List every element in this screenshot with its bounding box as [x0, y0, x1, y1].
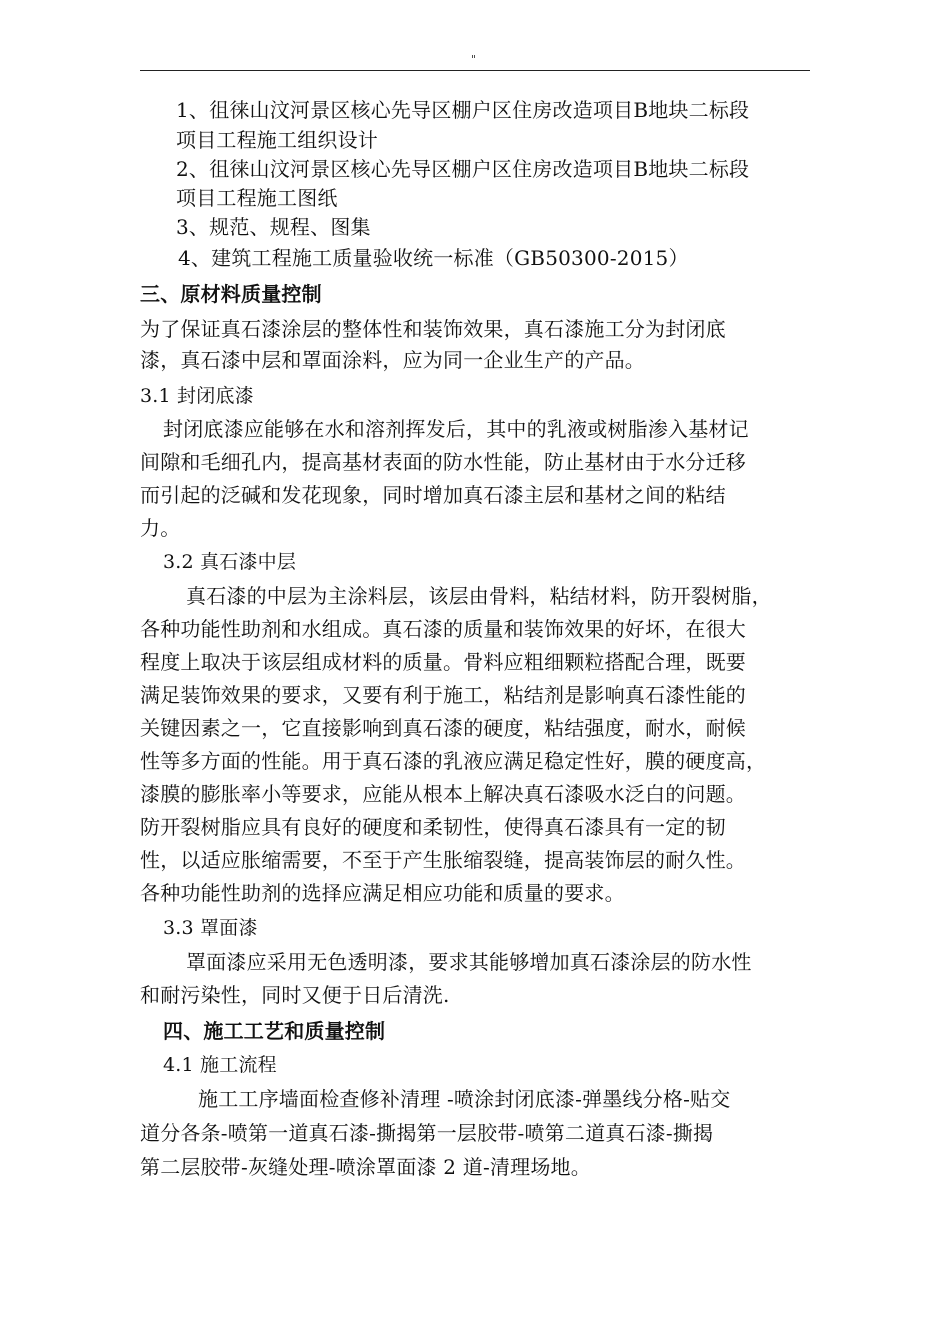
paragraph-line: 力。 — [140, 516, 181, 540]
subsection-heading-3-1: 3.1 封闭底漆 — [140, 385, 254, 407]
subsection-heading-3-3: 3.3 罩面漆 — [163, 917, 258, 939]
paragraph-line: 封闭底漆应能够在水和溶剂挥发后，其中的乳液或树脂渗入基材记 — [163, 417, 749, 441]
paragraph-line: 罩面漆应采用无色透明漆，要求其能够增加真石漆涂层的防水性 — [186, 950, 752, 974]
paragraph-line: 漆膜的膨胀率小等要求，应能从根本上解决真石漆吸水泛白的问题。 — [140, 782, 746, 806]
section-heading-4: 四、施工工艺和质量控制 — [163, 1019, 386, 1043]
paragraph-line: 各种功能性助剂的选择应满足相应功能和质量的要求。 — [140, 881, 625, 905]
paragraph-line: 性等多方面的性能。用于真石漆的乳液应满足稳定性好，膜的硬度高， — [140, 749, 767, 773]
header-rule — [140, 70, 810, 71]
reference-item-3: 3、规范、规程、图集 — [176, 215, 371, 239]
paragraph-line: 程度上取决于该层组成材料的质量。骨料应粗细颗粒搭配合理，既要 — [140, 650, 746, 674]
paragraph-line: 第二层胶带-灰缝处理-喷涂罩面漆 2 道-清理场地。 — [140, 1155, 591, 1179]
paragraph-line: 真石漆的中层为主涂料层，该层由骨料，粘结材料，防开裂树脂， — [186, 584, 772, 608]
reference-item-2-line-1: 2、徂徕山汶河景区核心先导区棚户区住房改造项目B地块二标段 — [176, 157, 750, 181]
reference-item-1-line-2: 项目工程施工组织设计 — [176, 128, 378, 152]
reference-item-2-line-2: 项目工程施工图纸 — [176, 186, 338, 210]
paragraph-line: 为了保证真石漆涂层的整体性和装饰效果，真石漆施工分为封闭底 — [140, 317, 726, 341]
paragraph-line: 各种功能性助剂和水组成。真石漆的质量和装饰效果的好坏，在很大 — [140, 617, 746, 641]
paragraph-line: 性，以适应胀缩需要，不至于产生胀缩裂缝，提高装饰层的耐久性。 — [140, 848, 746, 872]
paragraph-line: 防开裂树脂应具有良好的硬度和柔韧性，使得真石漆具有一定的韧 — [140, 815, 726, 839]
subsection-heading-3-2: 3.2 真石漆中层 — [163, 551, 297, 573]
subsection-heading-4-1: 4.1 施工流程 — [163, 1054, 277, 1076]
paragraph-line: 关键因素之一，它直接影响到真石漆的硬度，粘结强度，耐水，耐候 — [140, 716, 746, 740]
paragraph-line: 道分各条-喷第一道真石漆-撕揭第一层胶带-喷第二道真石漆-撕揭 — [140, 1121, 714, 1145]
reference-item-4: 4、建筑工程施工质量验收统一标准（GB50300-2015） — [178, 246, 689, 270]
paragraph-line: 满足装饰效果的要求，又要有利于施工，粘结剂是影响真石漆性能的 — [140, 683, 746, 707]
paragraph-line: 间隙和毛细孔内，提高基材表面的防水性能，防止基材由于水分迁移 — [140, 450, 746, 474]
reference-item-1-line-1: 1、徂徕山汶河景区核心先导区棚户区住房改造项目B地块二标段 — [176, 98, 750, 122]
paragraph-line: 而引起的泛碱和发花现象，同时增加真石漆主层和基材之间的粘结 — [140, 483, 726, 507]
paragraph-line: 和耐污染性，同时又便于日后清洗. — [140, 983, 450, 1007]
section-heading-3: 三、原材料质量控制 — [140, 282, 322, 306]
header-mark: " — [471, 53, 477, 66]
paragraph-line: 施工工序墙面检查修补清理 -喷涂封闭底漆-弹墨线分格-贴交 — [198, 1087, 731, 1111]
paragraph-line: 漆，真石漆中层和罩面涂料，应为同一企业生产的产品。 — [140, 348, 645, 372]
